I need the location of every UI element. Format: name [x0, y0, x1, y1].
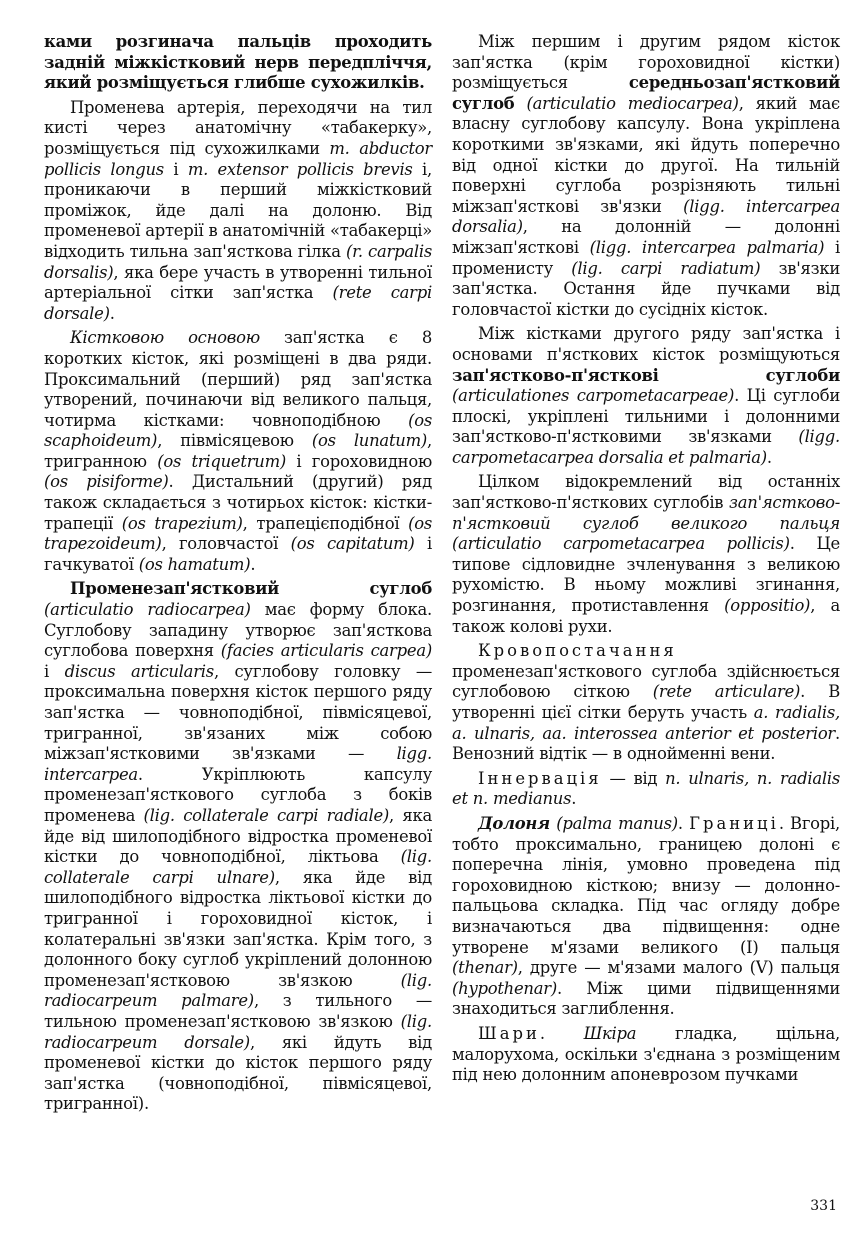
text-run: . [677, 813, 690, 833]
text-run: і [163, 159, 188, 179]
text-run: . Укріплюють капсулу променезап'ясткового суглоба з боків променева [44, 764, 432, 825]
text-run: , трапецієподібної [242, 513, 409, 533]
text-run: зап'ястково-п'ястковий суглоб великого пальця [452, 493, 840, 533]
text-run: n. ulnaris, n. radialis et n. medianus [452, 768, 840, 809]
text-run: , а також колові рухи. [452, 596, 840, 636]
text-run: . В утворенні цієї сітки беруть участь [452, 682, 840, 722]
text-run: Кровопостачання [478, 641, 677, 661]
text-run: (ligg. carpometacarpea dorsalia et palmaria) [452, 427, 840, 467]
text-run: (os triquetrum) [157, 451, 287, 471]
text-run: , тригранною [44, 431, 432, 471]
text-run: , на долонній — долонні міжзап'ясткові [452, 217, 840, 257]
paragraph [452, 472, 840, 637]
text-run: Між кістками другого ряду зап'ястка і основами п'ясткових кісток розміщуються [452, 324, 840, 364]
paragraph [452, 1024, 840, 1086]
text-run: ками розгинача пальців проходить задній міжкістковий нерв передпліччя, який розміщується глибше сухожилків. [44, 32, 432, 93]
text-run: m. extensor pollicis brevis [187, 159, 413, 179]
text-run: . Це типове сідловидне зчленування з великою рухомістю. В ньому можливі згинання, розгинання, протиставлення [452, 534, 841, 616]
paragraph [44, 328, 432, 575]
text-run: (oppositio) [724, 596, 811, 616]
text-run: . [766, 447, 772, 467]
text-run: (articulationes carpometacarpeae) [452, 386, 735, 406]
text-run: (hypothenar) [452, 978, 557, 998]
text-run: Цілком відокремлений від останніх зап'ястково-п'ясткових суглобів [452, 472, 840, 513]
text-run: (os trapezium) [121, 513, 243, 533]
text-run: (r. carpalis dorsalis) [44, 241, 432, 282]
left-column [44, 32, 432, 1115]
text-run: — від [601, 768, 666, 788]
text-run: (facies articularis carpea) [220, 641, 432, 661]
text-run: (thenar) [452, 958, 518, 978]
text-run: . [571, 789, 577, 809]
text-run: discus articularis [64, 661, 214, 681]
text-run: (lig. radiocarpeum palmare) [44, 970, 432, 1011]
text-run: , півмісяцевою [157, 431, 312, 451]
paragraph [44, 32, 432, 94]
paragraph [452, 32, 840, 320]
paragraph [452, 324, 840, 468]
text-run: a. radialis, a. ulnaris, aa. interossea anterior et posterior [452, 703, 840, 743]
text-run: і, проникаючи в перший міжкістковий проміжок, йде далі на долоню. Від променевої артерії в анатомічній «табакерці» відходить тильна зап'ясткова гілка [44, 159, 432, 261]
text-run: m. abductor pollicis longus [44, 138, 432, 179]
text-run: (articulatio carpometacarpea pollicis) [452, 534, 790, 554]
text-run: (lig. carpi radiatum) [571, 258, 761, 278]
text-run: (palma manus) [556, 813, 678, 833]
text-run: Променезап'ястковий суглоб [70, 579, 432, 599]
text-run: має форму блока. Суглобову западину утворює зап'ясткова суглобова поверхня [44, 600, 432, 661]
paragraph [44, 98, 432, 325]
text-run: , яка йде від шилоподібного відростка ліктьової кістки до тригранної і гороховидної кісток, і колатеральні зв'язки зап'ястка. Крім того, з долонного боку суглоб укріплений долонною променезап'ястковою зв'язкою [44, 867, 432, 990]
text-run: середньозап'ястковий суглоб [452, 73, 840, 113]
text-run: Долоня [478, 813, 550, 833]
text-run: , яка йде від шилоподібного відростка променевої кістки до човноподібної, ліктьова [44, 805, 432, 867]
text-run: (os capitatum) [290, 534, 415, 554]
text-run: . Між цими підвищеннями знаходиться заглиблення. [452, 978, 840, 1019]
paragraph [452, 641, 840, 765]
text-run: . Венозний відтік — в однойменні вени. [452, 723, 840, 764]
text-run: Границі [689, 813, 779, 833]
text-run: (articulatio radiocarpea) [44, 600, 251, 620]
text-run: і [44, 661, 65, 681]
text-run: (os scaphoideum) [44, 410, 432, 451]
text-run: Шари [478, 1023, 540, 1043]
text-run: (rete articulare) [652, 682, 801, 702]
text-run: Променева артерія, переходячи на тил кисті через анатомічну «табакерку», розміщується під сухожилками [44, 97, 432, 158]
text-run: , суглобову головку — проксимальна поверхня кісток першого ряду зап'ястка — човноподібної, півмісяцевої, тригранної, зв'язаних між собою міжзап'ястковими зв'язками — [44, 661, 433, 764]
text-run: (lig. collaterale carpi radiale) [143, 805, 390, 825]
text-run: (rete carpi dorsale) [44, 283, 432, 323]
text-run: Шкіра [583, 1023, 637, 1043]
paragraph [44, 579, 432, 1114]
text-run [514, 94, 526, 113]
text-run: (ligg. intercarpea palmaria) [589, 237, 825, 257]
text-run: , яка бере участь в утворенні тильної артеріальної сітки зап'ястка [44, 262, 432, 303]
text-run: . [250, 554, 256, 574]
paragraph [452, 769, 840, 810]
text-run: і гачкуватої [44, 534, 433, 574]
text-run: (os pisiforme) [44, 472, 169, 492]
text-run: (articulatio mediocarpea) [526, 93, 739, 113]
text-run: гладка, щільна, малорухома, оскільки з'єднана з розміщеним під нею долонним апоневрозом пучками [452, 1023, 841, 1085]
page-number: 331 [810, 1198, 837, 1214]
text-run: і гороховидною [286, 451, 432, 471]
text-run: , який має власну суглобову капсулу. Вона укріплена короткими зв'язками, які йдуть поперечно від одної кістки до другої. На тильній поверхні суглоба розрізняють тильні міжзап'ясткові зв'язки [452, 93, 840, 216]
text-run: , з тильного — тильною променезап'ястковою зв'язкою [44, 991, 432, 1031]
text-run: зап'ястка є 8 коротких кісток, які розміщені в два ряди. Проксимальний (перший) ряд зап'ястка утворений, починаючи від великого пальця, чотирма кістками: човноподібною [44, 328, 433, 430]
text-run: . [539, 1023, 584, 1043]
right-column [452, 32, 840, 1086]
text-run: і променисту [452, 237, 841, 278]
text-run: Іннервація [478, 768, 602, 788]
paragraph [452, 814, 840, 1020]
text-run: . Ці суглоби плоскі, укріплені тильними і долонними зап'ястково-п'ястковими зв'язками [452, 386, 841, 447]
text-run: Кістковою основою [70, 328, 260, 348]
text-run: ligg. intercarpea [44, 744, 432, 784]
text-run: (lig. collaterale carpi ulnare) [44, 847, 432, 887]
text-run: , друге — м'язами малого (V) пальця [517, 958, 840, 978]
text-run: , які йдуть від променевої кістки до кісток першого ряду зап'ястка (човноподібної, півмісяцевої, тригранної). [44, 1032, 432, 1114]
text-run: зв'язки зап'ястка. Остання йде пучками від головчастої кістки до сусідніх кісток. [452, 258, 840, 319]
text-run: (lig. radiocarpeum dorsale) [44, 1011, 432, 1052]
text-run: , головчастої [161, 534, 291, 554]
text-run: (os lunatum) [311, 431, 428, 451]
text-run: (ligg. intercarpea dorsalia) [452, 196, 840, 237]
text-run: Між першим і другим рядом кісток зап'ястка (крім гороховидної кістки) розміщується [452, 32, 840, 93]
text-run: . [109, 303, 115, 323]
text-run: . Вгорі, тобто проксимально, границею долоні є поперечна лінія, умовно проведена під гороховидною кісткою; внизу — долонно-пальцьова складка. Під час огляду добре визначаються два підвищення: одне утворене м'язами великого (I) пальця [452, 813, 840, 957]
text-run: . Дистальний (другий) ряд також складається з чотирьох кісток: кістки-трапеції [44, 472, 432, 533]
text-run: (os hamatum) [138, 554, 251, 574]
text-run: променезап'ясткового суглоба здійснюється суглобовою сіткою [452, 661, 840, 702]
text-run: (os trapezoideum) [44, 513, 432, 554]
text-run: зап'ястково-п'ясткові суглоби [452, 365, 840, 385]
